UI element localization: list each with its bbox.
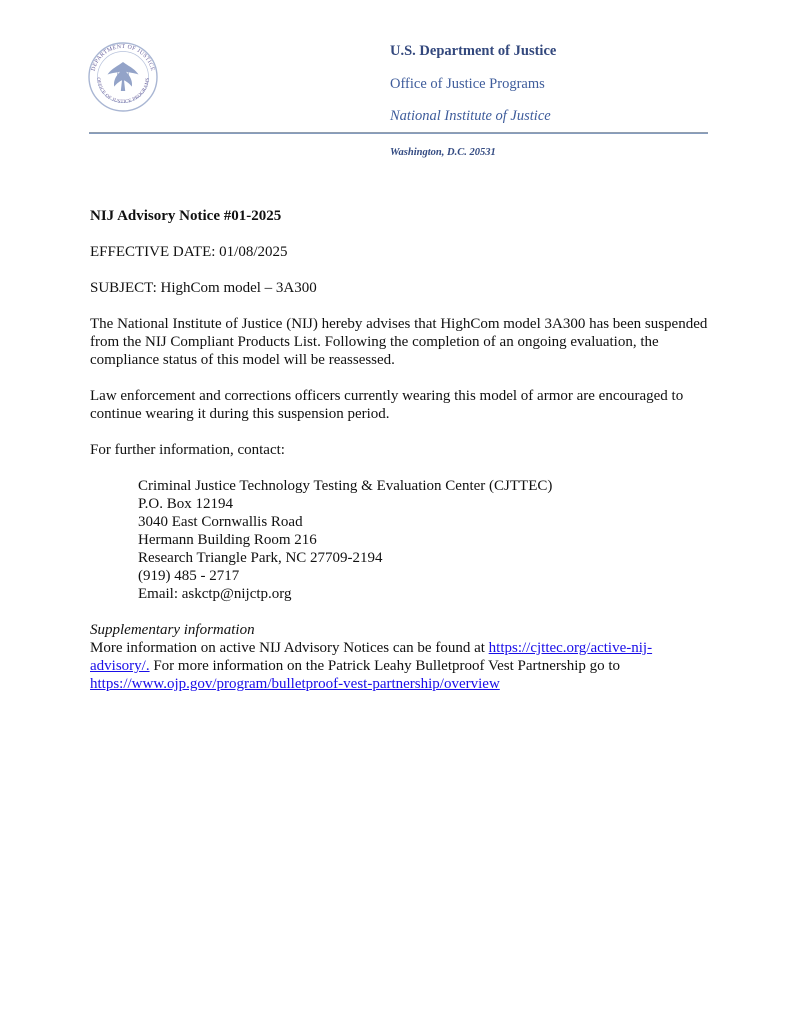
bulletproof-vest-partnership-link[interactable]: https://www.ojp.gov/program/bulletproof-vest-partnership/overview [90, 676, 500, 692]
agency-title: U.S. Department of Justice [390, 43, 557, 59]
seal-bottom-text: OFFICE OF JUSTICE PROGRAMS [94, 77, 152, 106]
letterhead-location: Washington, D.C. 20531 [390, 147, 496, 158]
notice-title: NIJ Advisory Notice #01-2025 [90, 208, 282, 224]
effective-date-line: EFFECTIVE DATE: 01/08/2025 [90, 244, 288, 260]
letterhead-divider [89, 132, 708, 134]
subject-line: SUBJECT: HighCom model – 3A300 [90, 280, 317, 296]
contact-city-state-zip: Research Triangle Park, NC 27709-2194 [138, 550, 383, 566]
office-title: Office of Justice Programs [390, 76, 545, 92]
notice-body [90, 207, 710, 693]
advisory-paragraph-2: Law enforcement and corrections officers currently wearing this model of armor are encouraged to continue wearing it during this suspension period. [90, 388, 684, 422]
contact-street: 3040 East Cornwallis Road [138, 514, 303, 530]
supplementary-paragraph [90, 639, 710, 693]
advisory-notices-link[interactable]: https://cjttec.org/active-nij-advisory/. [90, 640, 653, 674]
contact-email: Email: askctp@nijctp.org [138, 586, 292, 602]
contact-block [90, 477, 710, 603]
supplementary-heading: Supplementary information [90, 622, 255, 638]
supplementary-text-2: For more information on the Patrick Leahy Bulletproof Vest Partnership go to [149, 658, 621, 674]
supplementary-text-1: More information on active NIJ Advisory Notices can be found at [90, 640, 489, 656]
contact-intro: For further information, contact: [90, 442, 285, 458]
institute-title: National Institute of Justice [390, 108, 551, 124]
contact-org: Criminal Justice Technology Testing & Evaluation Center (CJTTEC) [138, 478, 553, 494]
contact-phone: (919) 485 - 2717 [138, 568, 240, 584]
contact-po-box: P.O. Box 12194 [138, 496, 234, 512]
seal-top-text: DEPARTMENT OF JUSTICE [90, 43, 156, 72]
advisory-paragraph-1: The National Institute of Justice (NIJ) hereby advises that HighCom model 3A300 has been suspended from the NIJ Compliant Products List. Following the completion of an ongoing evaluation, the compliance status of this model will be reassessed. [90, 316, 708, 368]
contact-building: Hermann Building Room 216 [138, 532, 317, 548]
doj-seal-icon [87, 41, 159, 113]
